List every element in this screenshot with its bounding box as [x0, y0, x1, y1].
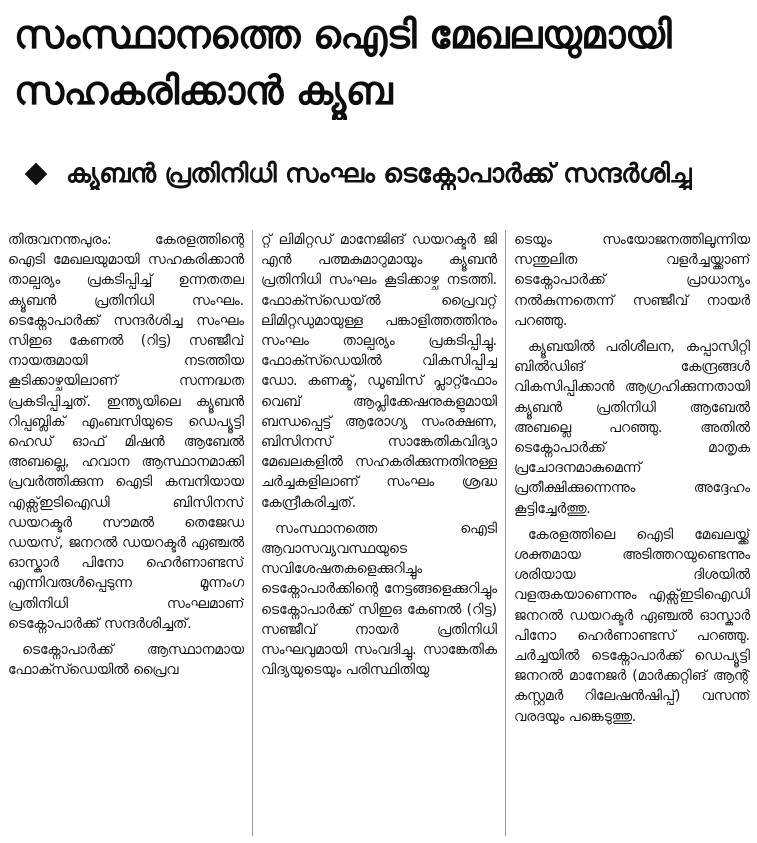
paragraph: ടെക്നോപാർക്ക് ആസ്ഥാനമായ ഫോക്സ്ഡെയിൽ പ്രൈവ — [8, 642, 245, 679]
paragraph: കേരളത്തിലെ ഐടി മേഖലയ്ക്ക് ശക്തമായ അടിത്തറയുണ്ടെന്നും ശരിയായ ദിശയിൽ വളരുകയാണെന്നും എക്സ്ഇടിഐഡി ജനറൽ ഡയറക്ടർ ഏഞ്ചൽ ഓസ്കാർ പിനോ ഹെർണാണ്ടസ് പറഞ്ഞു. ചർച്ചയിൽ ടെക്നോപാർക്ക് ഡെപ്യൂട്ടി ജനറൽ മാനേജർ (മാർക്കറ്റിങ് ആന്റ് കസ്റ്റമർ റിലേഷൻഷിപ്പ്) വസന്ത് വരദയും പങ്കെടുത്തു. — [514, 526, 751, 725]
paragraph: റ്റ് ലിമിറ്റഡ് മാനേജിങ് ഡയറക്ടർ ജി എൻ പത്മകുമാറുമായും ക്യൂബൻ പ്രതിനിധി സംഘം കൂടിക്കാഴ്ച നടത്തി. ഫോക്സ്ഡെയ്ൽ പ്രൈവറ്റ് ലിമിറ്റഡുമായുള്ള പങ്കാളിത്തത്തിനും സംഘം താല്പര്യം പ്രകടിപ്പിച്ചു. ഫോക്സ്ഡെയിൽ വികസിപ്പിച്ച ഡോ. കണക്ട്, ഡൂബിസ് പ്ലാറ്റ്ഫോം വെബ് ആപ്ലിക്കേഷനുകളുമായി ബന്ധപ്പെട്ട് ആരോഗ്യ സംരക്ഷണ, ബിസിനസ് സാങ്കേതികവിദ്യാ മേഖലകളിൽ സഹകരിക്കുന്നതിനുള്ള ചർച്ചകളിലാണ് സംഘം ശ്രദ്ധ കേന്ദ്രീകരിച്ചത്. — [261, 232, 498, 511]
headline-line-2: സഹകരിക്കാൻ ക്യൂബ — [14, 69, 393, 114]
article-column-2 — [261, 230, 497, 836]
article-body — [8, 230, 750, 836]
headline-line-1: സംസ്ഥാനത്തെ ഐടി മേഖലയുമായി — [14, 13, 672, 58]
article-column-1 — [8, 230, 244, 836]
paragraph: ക്യൂബയിൽ പരിശീലന, കപ്പാസിറ്റി ബിൽഡിങ് കേന്ദ്രങ്ങൾ വികസിപ്പിക്കാൻ ആഗ്രഹിക്കുന്നതായി ക്യൂബൻ പ്രതിനിധി ആബേൽ അബല്ലെ പറഞ്ഞു. അതിൽ ടെക്നോപാർക്ക് മാതൃക പ്രചോദനമാകുമെന്ന് പ്രതീക്ഷിക്കുന്നെന്നും അദ്ദേഹം കൂട്ടിച്ചേർത്തു. — [514, 339, 751, 517]
paragraph: തിരുവനന്തപുരം: കേരളത്തിന്റെ ഐടി മേഖലയുമായി സഹകരിക്കാൻ താല്പര്യം പ്രകടിപ്പിച്ച് ഉന്നതതല ക്യൂബൻ പ്രതിനിധി സംഘം. ടെക്നോപാർക്ക് സന്ദർശിച്ച സംഘം സിഇഒ കേണൽ (റിട്ട) സഞ്ജീവ് നായരുമായി നടത്തിയ കൂടിക്കാഴ്ചയിലാണ് സന്നദ്ധത പ്രകടിപ്പിച്ചത്. ഇന്ത്യയിലെ ക്യൂബൻ റിപ്പബ്ലിക് എംബസിയുടെ ഡെപ്യൂട്ടി ഹെഡ് ഓഫ് മിഷൻ ആബേൽ അബല്ലെ, ഹവാന ആസ്ഥാനമാക്കി പ്രവർത്തിക്കുന്ന ഐടി കമ്പനിയായ എക്സ്ഇടിഐഡി ബിസിനസ് ഡയറക്ടർ സൗമൽ തെജേഡ ഡയസ്, ജനറൽ ഡയറക്ടർ ഏഞ്ചൽ ഓസ്കാർ പിനോ ഹെർണാണ്ടസ് എന്നിവരുൾപ്പെടുന്ന മൂന്നംഗ പ്രതിനിധി സംഘമാണ് ടെക്നോപാർക്ക് സന്ദർശിച്ചത്. — [8, 232, 245, 632]
paragraph: ടെയും സംയോജനത്തിലൂന്നിയ സന്തുലിത വളർച്ചയ്ക്കാണ് ടെക്നോപാർക്ക് പ്രാധാന്യം നൽകുന്നതെന്ന് സഞ്ജീവ് നായർ പറഞ്ഞു. — [514, 232, 751, 329]
column-divider — [505, 230, 506, 836]
column-divider — [252, 230, 253, 836]
subheadline — [14, 150, 746, 198]
article-column-3 — [514, 230, 750, 836]
diamond-bullet-icon — [25, 163, 48, 186]
paragraph: സംസ്ഥാനത്തെ ഐടി ആവാസവ്യവസ്ഥയുടെ സവിശേഷതകളെക്കുറിച്ചും ടെക്നോപാർക്കിന്റെ നേട്ടങ്ങളെക്കുറിച്ചും ടെക്നോപാർക്ക് സിഇഒ കേണൽ (റിട്ട) സഞ്ജീവ് നായർ പ്രതിനിധി സംഘവുമായി സംവദിച്ചു. സാങ്കേതിക വിദ്യയുടെയും പരിസ്ഥിതിയു — [261, 520, 498, 679]
headline — [14, 8, 746, 120]
subheadline-text: ക്യൂബൻ പ്രതിനിധി സംഘം ടെക്നോപാർക്ക് സന്ദർശിച്ചു — [66, 158, 692, 189]
